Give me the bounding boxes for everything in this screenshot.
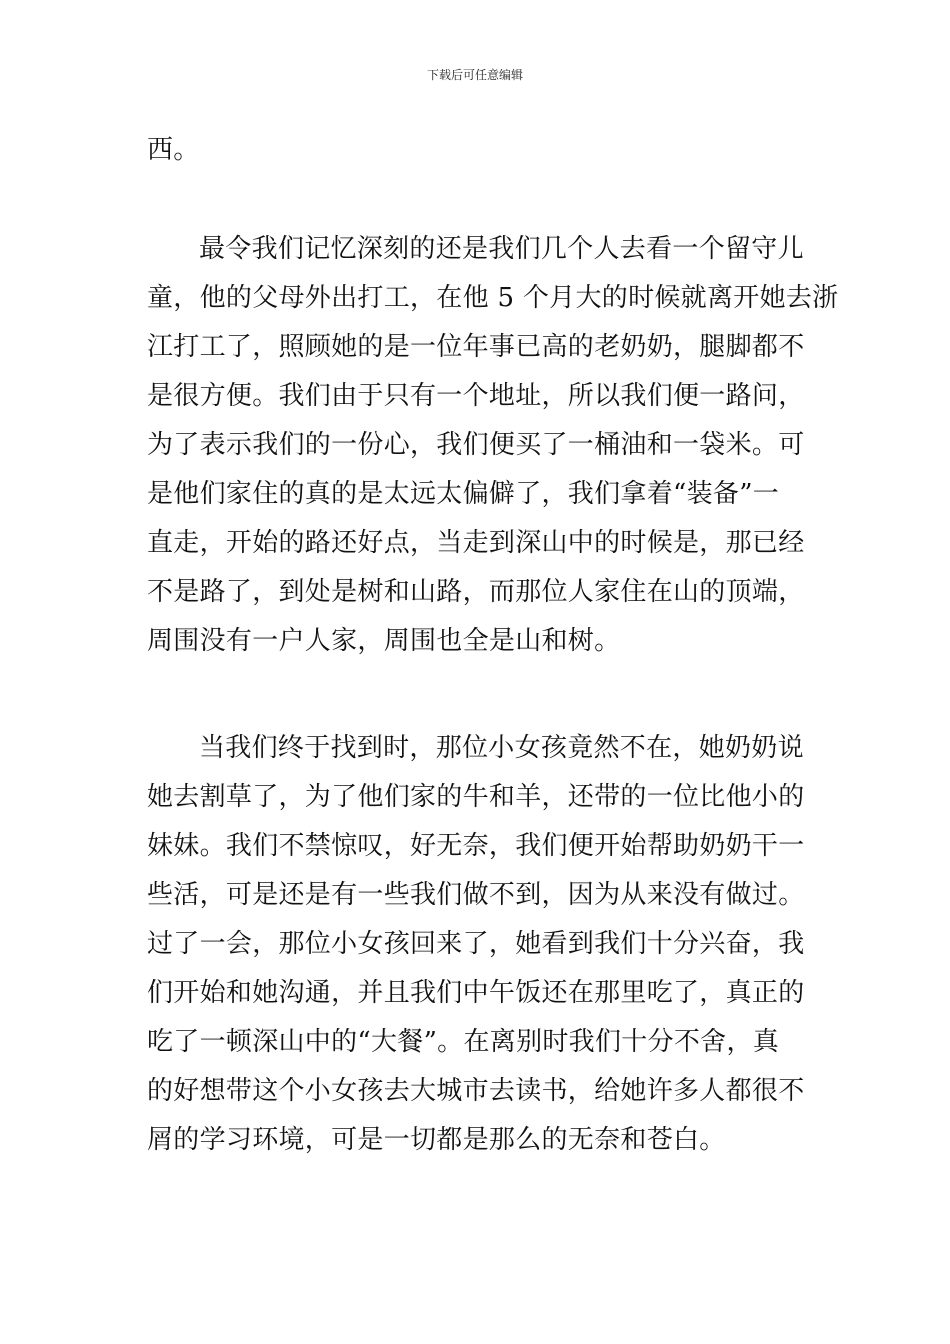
- paragraph-line: 的好想带这个小女孩去大城市去读书，给她许多人都很不: [147, 1076, 805, 1106]
- paragraph-line: 最令我们记忆深刻的还是我们几个人去看一个留守儿: [199, 234, 804, 264]
- paragraph-3: [147, 724, 807, 1165]
- paragraph-line: 们开始和她沟通，并且我们中午饭还在那里吃了，真正的: [147, 978, 805, 1008]
- paragraph-line: 些活，可是还是有一些我们做不到，因为从来没有做过。: [147, 880, 805, 910]
- paragraph-line: 童，他的父母外出打工，在他 5 个月大的时候就离开她去浙: [147, 283, 839, 313]
- page-header: 下载后可任意编辑: [426, 68, 523, 82]
- paragraph-line: 江打工了，照顾她的是一位年事已高的老奶奶，腿脚都不: [147, 332, 805, 362]
- paragraph-line: 吃了一顿深山中的“大餐”。在离别时我们十分不舍，真: [147, 1027, 780, 1057]
- paragraph-line: 过了一会，那位小女孩回来了，她看到我们十分兴奋，我: [147, 929, 805, 959]
- paragraph-line: 当我们终于找到时，那位小女孩竟然不在，她奶奶说: [199, 733, 804, 763]
- paragraph-line: 周围没有一户人家，周围也全是山和树。: [147, 626, 621, 656]
- paragraph-line: 为了表示我们的一份心，我们便买了一桶油和一袋米。可: [147, 430, 805, 460]
- paragraph-line: 西。: [147, 135, 200, 165]
- paragraph-line: 屑的学习环境，可是一切都是那么的无奈和苍白。: [147, 1125, 726, 1155]
- paragraph-line: 她去割草了，为了他们家的牛和羊，还带的一位比他小的: [147, 782, 805, 812]
- paragraph-line: 是很方便。我们由于只有一个地址，所以我们便一路问，: [147, 381, 805, 411]
- paragraph-line: 是他们家住的真的是太远太偏僻了，我们拿着“装备”一: [147, 479, 780, 509]
- paragraph-line: 直走，开始的路还好点，当走到深山中的时候是，那已经: [147, 528, 805, 558]
- paragraph-line: 不是路了，到处是树和山路，而那位人家住在山的顶端，: [147, 577, 805, 607]
- paragraph-line: 妹妹。我们不禁惊叹，好无奈，我们便开始帮助奶奶干一: [147, 831, 805, 861]
- paragraph-1: [147, 126, 807, 175]
- paragraph-2: [147, 225, 839, 666]
